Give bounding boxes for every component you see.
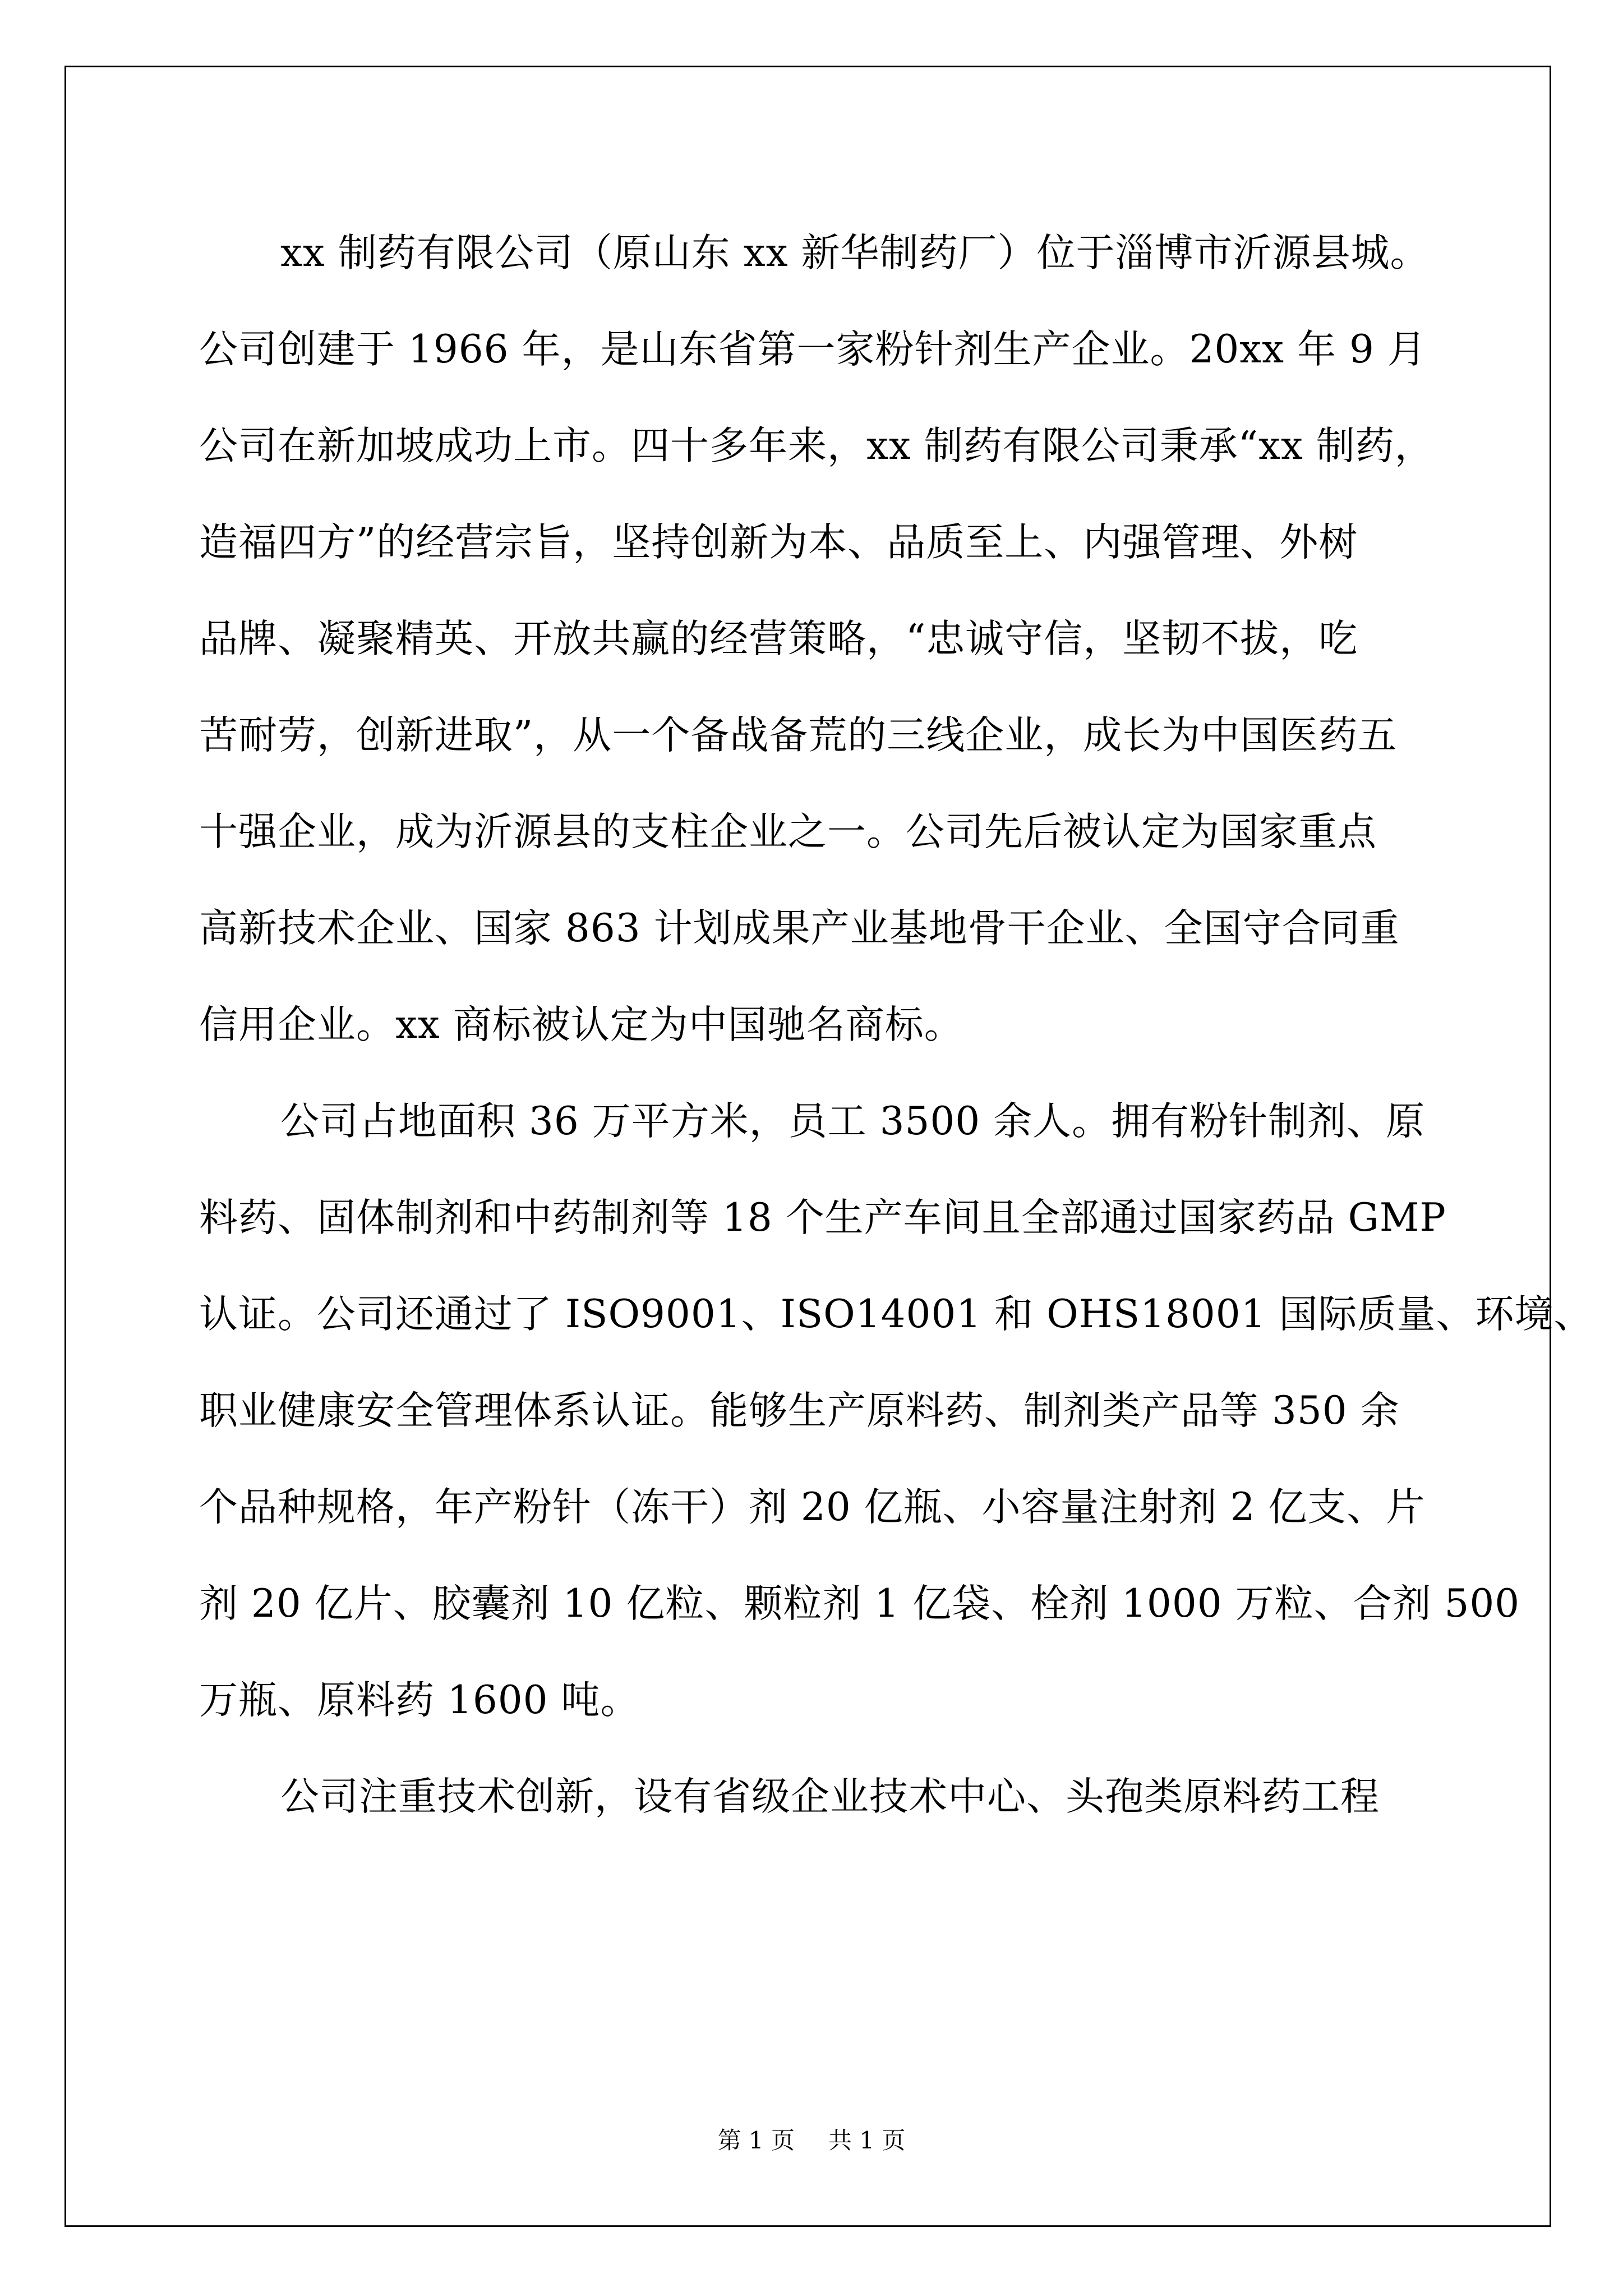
paragraph-1-line-9: 信用企业。xx 商标被认定为中国驰名商标。 — [199, 1002, 963, 1047]
paragraph-1-line-8: 高新技术企业、国家 863 计划成果产业基地骨干企业、全国守合同重 — [199, 906, 1400, 951]
paragraph-2-line-3: 认证。公司还通过了 ISO9001、ISO14001 和 OHS18001 国际质量、环境、 — [199, 1292, 1593, 1337]
paragraph-1-line-3: 公司在新加坡成功上市。四十多年来，xx 制药有限公司秉承“xx 制药， — [199, 424, 1434, 468]
paragraph-2-line-6: 剂 20 亿片、胶囊剂 10 亿粒、颗粒剂 1 亿袋、栓剂 1000 万粒、合剂 500 — [199, 1581, 1520, 1626]
paragraph-2-line-4: 职业健康安全管理体系认证。能够生产原料药、制剂类产品等 350 余 — [199, 1388, 1400, 1433]
page-total: 共 1 页 — [828, 2127, 906, 2154]
paragraph-1-line-1: xx 制药有限公司（原山东 xx 新华制药厂）位于淄博市沂源县城。 — [280, 231, 1430, 275]
document-body — [199, 205, 1593, 1845]
page-number: 第 1 页 — [717, 2127, 795, 2154]
page-footer — [0, 2124, 1623, 2157]
paragraph-2-line-5: 个品种规格，年产粉针（冻干）剂 20 亿瓶、小容量注射剂 2 亿支、片 — [199, 1485, 1426, 1530]
paragraph-1-line-5: 品牌、凝聚精英、开放共赢的经营策略，“忠诚守信，坚韧不拔，吃 — [199, 616, 1358, 661]
paragraph-1-line-6: 苦耐劳，创新进取”，从一个备战备荒的三线企业，成长为中国医药五 — [199, 713, 1398, 758]
paragraph-2-line-1: 公司占地面积 36 万平方米，员工 3500 余人。拥有粉针制剂、原 — [280, 1099, 1426, 1144]
paragraph-3-line-1: 公司注重技术创新，设有省级企业技术中心、头孢类原料药工程 — [280, 1774, 1380, 1819]
paragraph-2-line-2: 料药、固体制剂和中药制剂等 18 个生产车间且全部通过国家药品 GMP — [199, 1195, 1446, 1240]
paragraph-2-line-7: 万瓶、原料药 1600 吨。 — [199, 1678, 640, 1723]
paragraph-1-line-2: 公司创建于 1966 年，是山东省第一家粉针剂生产企业。20xx 年 9 月 — [199, 327, 1427, 372]
paragraph-1-line-4: 造福四方”的经营宗旨，坚持创新为本、品质至上、内强管理、外树 — [199, 520, 1358, 565]
paragraph-1-line-7: 十强企业，成为沂源县的支柱企业之一。公司先后被认定为国家重点 — [199, 809, 1377, 854]
